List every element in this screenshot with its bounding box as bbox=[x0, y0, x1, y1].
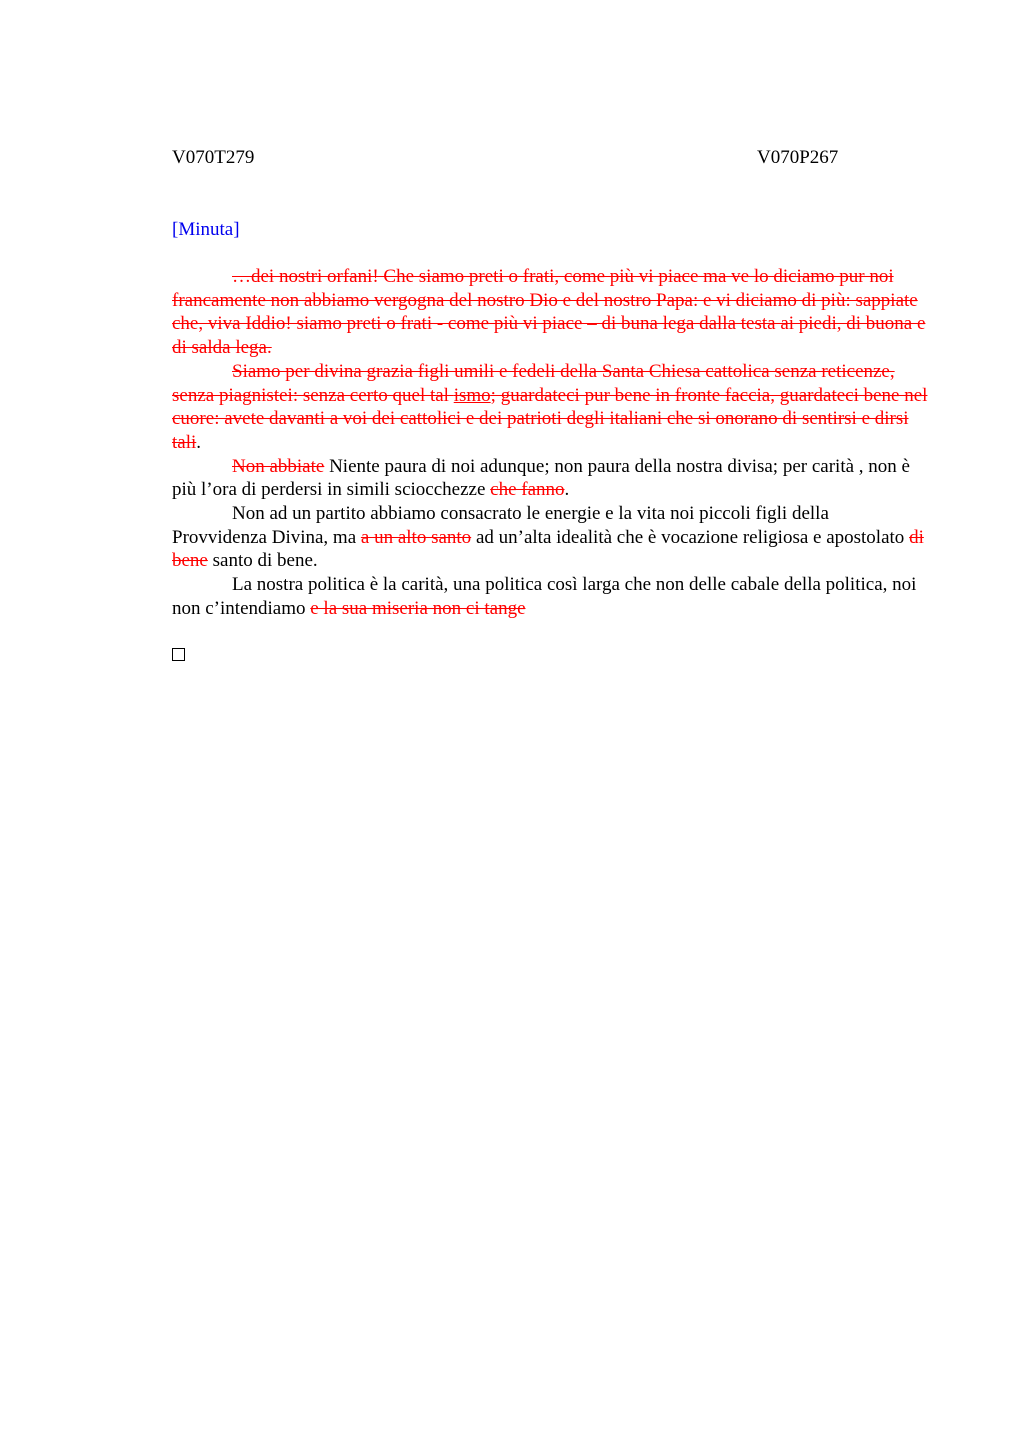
document-code-right: V070P267 bbox=[757, 147, 839, 168]
paragraph-5 bbox=[172, 573, 928, 620]
kept-text: Niente paura di noi adunque; non paura della nostra divisa; per carità , non è più l’ora di perdersi in simili sciocchezze bbox=[172, 455, 910, 501]
deleted-text: che fanno bbox=[490, 479, 565, 501]
paragraph-1 bbox=[172, 265, 928, 360]
deleted-text: …dei nostri orfani! Che siamo preti o frati, come più vi piace ma ve lo diciamo pur noi francamente non abbiamo vergogna del nostro Dio e del nostro Papa: e vi diciamo di più: sappiate che, viva Iddio! siamo preti o frati - come più vi piace – di buna lega dalla testa ai piedi, di buona e di salda lega. bbox=[172, 266, 926, 359]
kept-text: ad un’alta idealità che è vocazione religiosa e apostolato bbox=[471, 526, 910, 548]
document-type-label: [Minuta] bbox=[172, 219, 240, 240]
paragraph-3 bbox=[172, 455, 928, 502]
deleted-text: a un alto santo bbox=[360, 526, 472, 548]
paragraph-4 bbox=[172, 502, 928, 573]
kept-text: . bbox=[196, 431, 202, 453]
deleted-text: e la sua miseria non ci tange bbox=[310, 597, 526, 619]
deleted-underlined-text: ismo bbox=[453, 384, 491, 406]
deleted-text: Siamo per divina grazia figli umili e fedeli della Santa Chiesa cattolica senza reticenze, senza piagnistei: senza certo quel tal bbox=[172, 360, 895, 406]
kept-text: Non ad un partito abbiamo consacrato le energie e la vita noi piccoli figli della Provvidenza Divina, ma bbox=[172, 503, 829, 548]
deleted-text: di bene bbox=[172, 526, 924, 572]
document-body bbox=[172, 265, 928, 621]
paragraph-2 bbox=[172, 360, 928, 455]
kept-text: . bbox=[564, 479, 570, 501]
empty-square-icon bbox=[172, 648, 185, 661]
kept-text: La nostra politica è la carità, una politica così larga che non delle cabale della politica, noi non c’intendiamo bbox=[172, 574, 917, 619]
document-code-left: V070T279 bbox=[172, 147, 255, 168]
deleted-text: Non abbiate bbox=[232, 455, 325, 477]
kept-text: santo di bene. bbox=[207, 550, 318, 572]
deleted-text: ; guardateci pur bene in fronte faccia, guardateci bene nel cuore: avete davanti a voi dei cattolici e dei patrioti degli italiani che si onorano di sentirsi e dirsi tali bbox=[172, 384, 928, 453]
